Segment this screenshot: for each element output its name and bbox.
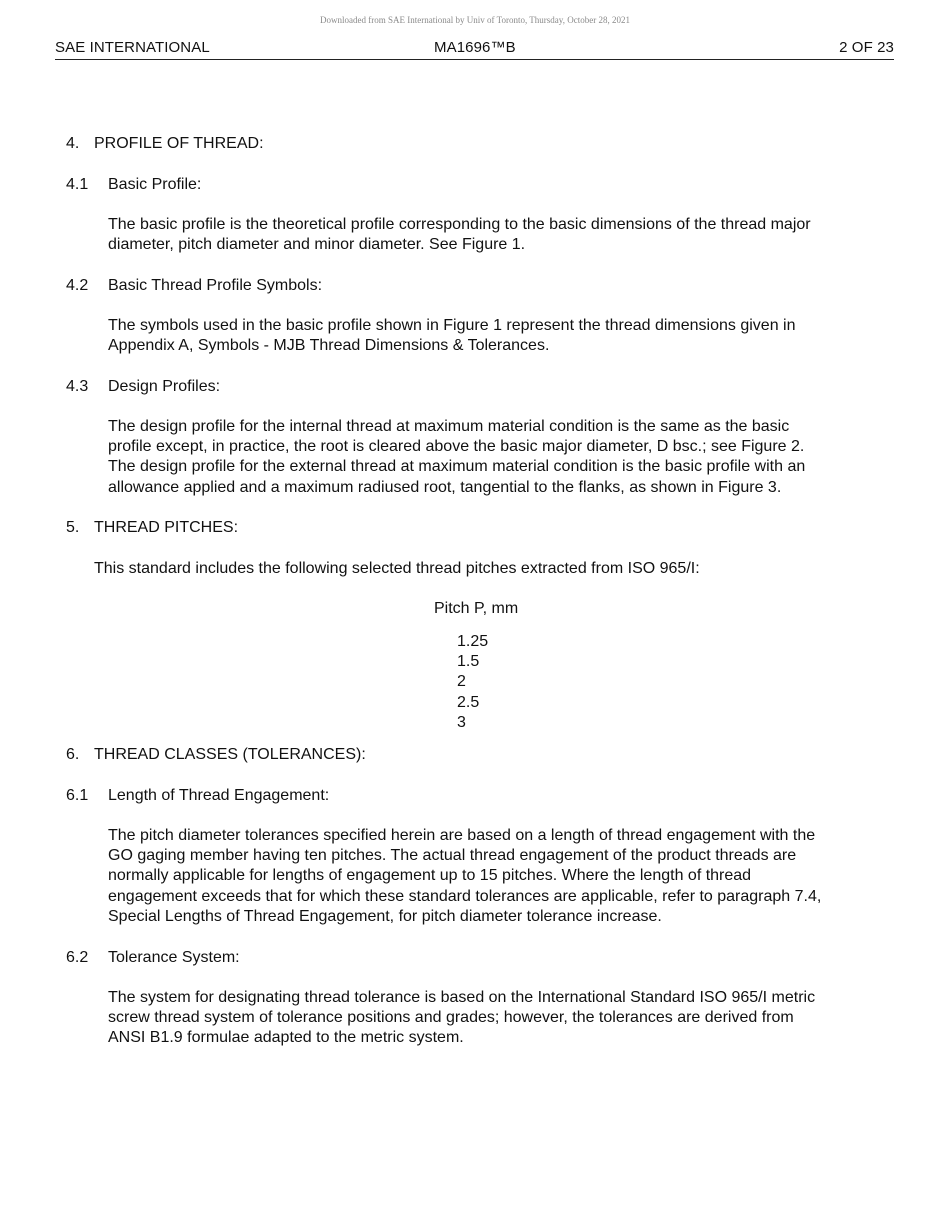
paragraph-line: profile except, in practice, the root is cleared above the basic major diameter, D bsc.; see Figure 2. [108,438,805,456]
paragraph-line: GO gaging member having ten pitches. The actual thread engagement of the product threads are [108,847,797,865]
header-divider [55,59,894,60]
paragraph-line: allowance applied and a maximum radiused root, tangential to the flanks, as shown in Figure 3. [108,478,782,496]
section-4-number: 4. [66,135,80,152]
pitch-column-header: Pitch P, mm [434,600,519,617]
section-6-2-heading: Tolerance System: [108,949,240,966]
pitch-value: 2 [457,673,466,691]
paragraph-line: The pitch diameter tolerances specified herein are based on a length of thread engagement with the [108,827,816,844]
section-4-3-paragraph [108,417,883,498]
section-6-2-number: 6.2 [66,949,89,966]
paragraph-line: ANSI B1.9 formulae adapted to the metric system. [108,1029,464,1047]
paragraph-line: Appendix A, Symbols - MJB Thread Dimensions & Tolerances. [108,337,550,355]
section-4-1-heading: Basic Profile: [108,176,202,193]
section-4-2-heading: Basic Thread Profile Symbols: [108,277,323,294]
header-page-number: 2 OF 23 [839,39,894,56]
pitch-value: 1.5 [457,653,480,671]
pitch-value: 1.25 [457,633,489,650]
section-5-intro: This standard includes the following selected thread pitches extracted from ISO 965/I: [94,560,700,577]
section-4-3-heading: Design Profiles: [108,378,221,395]
paragraph-line: engagement exceeds that for which these standard tolerances are applicable, refer to paragraph 7.4, [108,887,822,905]
section-4-1-number: 4.1 [66,176,89,193]
section-6-2-paragraph [108,988,883,1049]
section-6-1-paragraph [108,826,883,927]
header-organization: SAE INTERNATIONAL [55,39,210,56]
paragraph-line: The basic profile is the theoretical profile corresponding to the basic dimensions of the thread major [108,216,811,233]
section-6-1-heading: Length of Thread Engagement: [108,787,330,804]
section-5-heading: THREAD PITCHES: [94,519,239,536]
paragraph-line: Special Lengths of Thread Engagement, for pitch diameter tolerance increase. [108,907,662,925]
section-6-heading: THREAD CLASSES (TOLERANCES): [94,746,366,763]
paragraph-line: The system for designating thread tolerance is based on the International Standard ISO 965/I metric [108,989,816,1006]
paragraph-line: normally applicable for lengths of engagement up to 15 pitches. Where the length of thread [108,867,752,885]
section-6-1-number: 6.1 [66,787,89,804]
paragraph-line: The design profile for the external thread at maximum material condition is the basic profile with an [108,458,806,476]
section-4-1-paragraph [108,215,883,255]
section-4-2-paragraph [108,316,883,356]
paragraph-line: diameter, pitch diameter and minor diameter. See Figure 1. [108,236,526,254]
section-4-heading: PROFILE OF THREAD: [94,135,264,152]
paragraph-line: screw thread system of tolerance positions and grades; however, the tolerances are derived from [108,1009,794,1027]
section-4-3-number: 4.3 [66,378,89,395]
pitch-value: 3 [457,713,466,731]
header-document-id: MA1696™B [434,39,516,56]
section-5-number: 5. [66,519,80,536]
paragraph-line: The symbols used in the basic profile shown in Figure 1 represent the thread dimensions given in [108,317,796,334]
download-watermark: Downloaded from SAE International by Univ of Toronto, Thursday, October 28, 2021 [320,15,630,25]
section-6-number: 6. [66,746,80,763]
pitch-value: 2.5 [457,693,480,711]
paragraph-line: The design profile for the internal thread at maximum material condition is the same as the basic [108,418,790,435]
pitch-list [457,632,488,733]
section-4-2-number: 4.2 [66,277,89,294]
